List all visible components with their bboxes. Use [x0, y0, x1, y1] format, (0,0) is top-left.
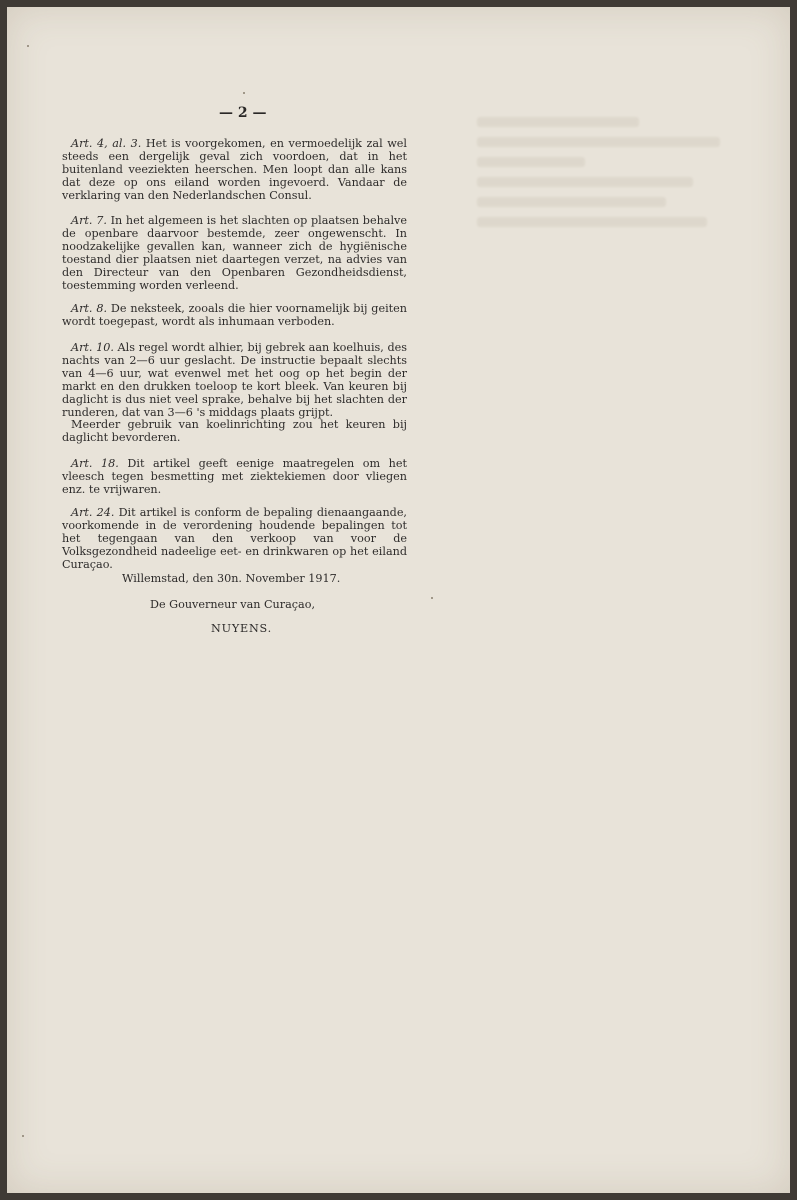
article-ref: Art. 24. — [71, 506, 115, 519]
show-through-text — [477, 107, 747, 307]
article-ref: Art. 18. — [71, 457, 119, 470]
paragraph-art-8 — [62, 303, 407, 329]
paragraph-text: In het algemeen is het slachten op plaatsen behalve de openbare daarvoor bestemde, zeer ongewenscht. In noodzakelijke gevallen kan, wanneer zich de hygiënische toestand dier plaatsen niet daartegen verzet, na advies van den Directeur van den Openbaren Gezondheidsdienst, toestemming worden verleend. — [62, 214, 407, 292]
paper-speck — [243, 92, 245, 94]
paragraph-extra-text: Meerder gebruik van koelinrichting zou het keuren bij daglicht bevorderen. — [62, 418, 407, 445]
article-ref: Art. 10. — [71, 341, 114, 354]
document-page — [7, 7, 790, 1193]
page-number: — 2 — — [219, 105, 267, 121]
place-date: Willemstad, den 30n. November 1917. — [122, 572, 341, 585]
paragraph-text: Dit artikel geeft eenige maatregelen om het vleesch tegen besmetting met ziektekiemen door vliegen enz. te vrijwaren. — [62, 457, 408, 496]
article-ref: Art. 7. — [71, 214, 107, 227]
paragraph-text: Dit artikel is conform de bepaling dienaangaande, voorkomende in de verordening houdende bepalingen tot het tegengaan van den verkoop van voor de Volksgezondheid nadeelige eet- en drinkwaren op het eiland Curaçao. — [62, 506, 407, 571]
paper-speck — [431, 597, 433, 599]
paragraph-art-18 — [62, 458, 407, 497]
paper-speck — [27, 45, 29, 47]
paragraph-text: Het is voorgekomen, en vermoedelijk zal wel steeds een dergelijk geval zich voordoen, dat in het buitenland veeziekten heerschen. Men loopt dan alle kans dat deze op ons eiland worden ingevoerd. Vandaar de verklaring van den Nederlandschen Consul. — [62, 137, 407, 202]
signatory-name: NUYENS. — [211, 622, 272, 635]
article-ref: Art. 8. — [71, 302, 108, 315]
paragraph-text: De neksteek, zooals die hier voornamelijk bij geiten wordt toegepast, wordt als inhumaan verboden. — [62, 302, 407, 328]
article-ref: Art. 4, al. 3. — [71, 137, 142, 150]
paragraph-art-4 — [62, 138, 407, 203]
paragraph-art-7 — [62, 215, 407, 292]
paper-speck — [22, 1135, 24, 1137]
paragraph-art-24 — [62, 507, 407, 572]
signatory-office: De Gouverneur van Curaçao, — [150, 598, 316, 611]
paragraph-art-10 — [62, 342, 407, 445]
paragraph-text: Als regel wordt alhier, bij gebrek aan koelhuis, des nachts van 2—6 uur geslacht. De instructie bepaalt slechts van 4—6 uur, wat evenwel met het oog op het begin der markt en den drukken toeloop te kort bleek. Van keuren bij daglicht is dus niet veel sprake, behalve bij het slachten der runderen, dat van 3—6 's middags plaats grijpt. — [62, 341, 408, 419]
